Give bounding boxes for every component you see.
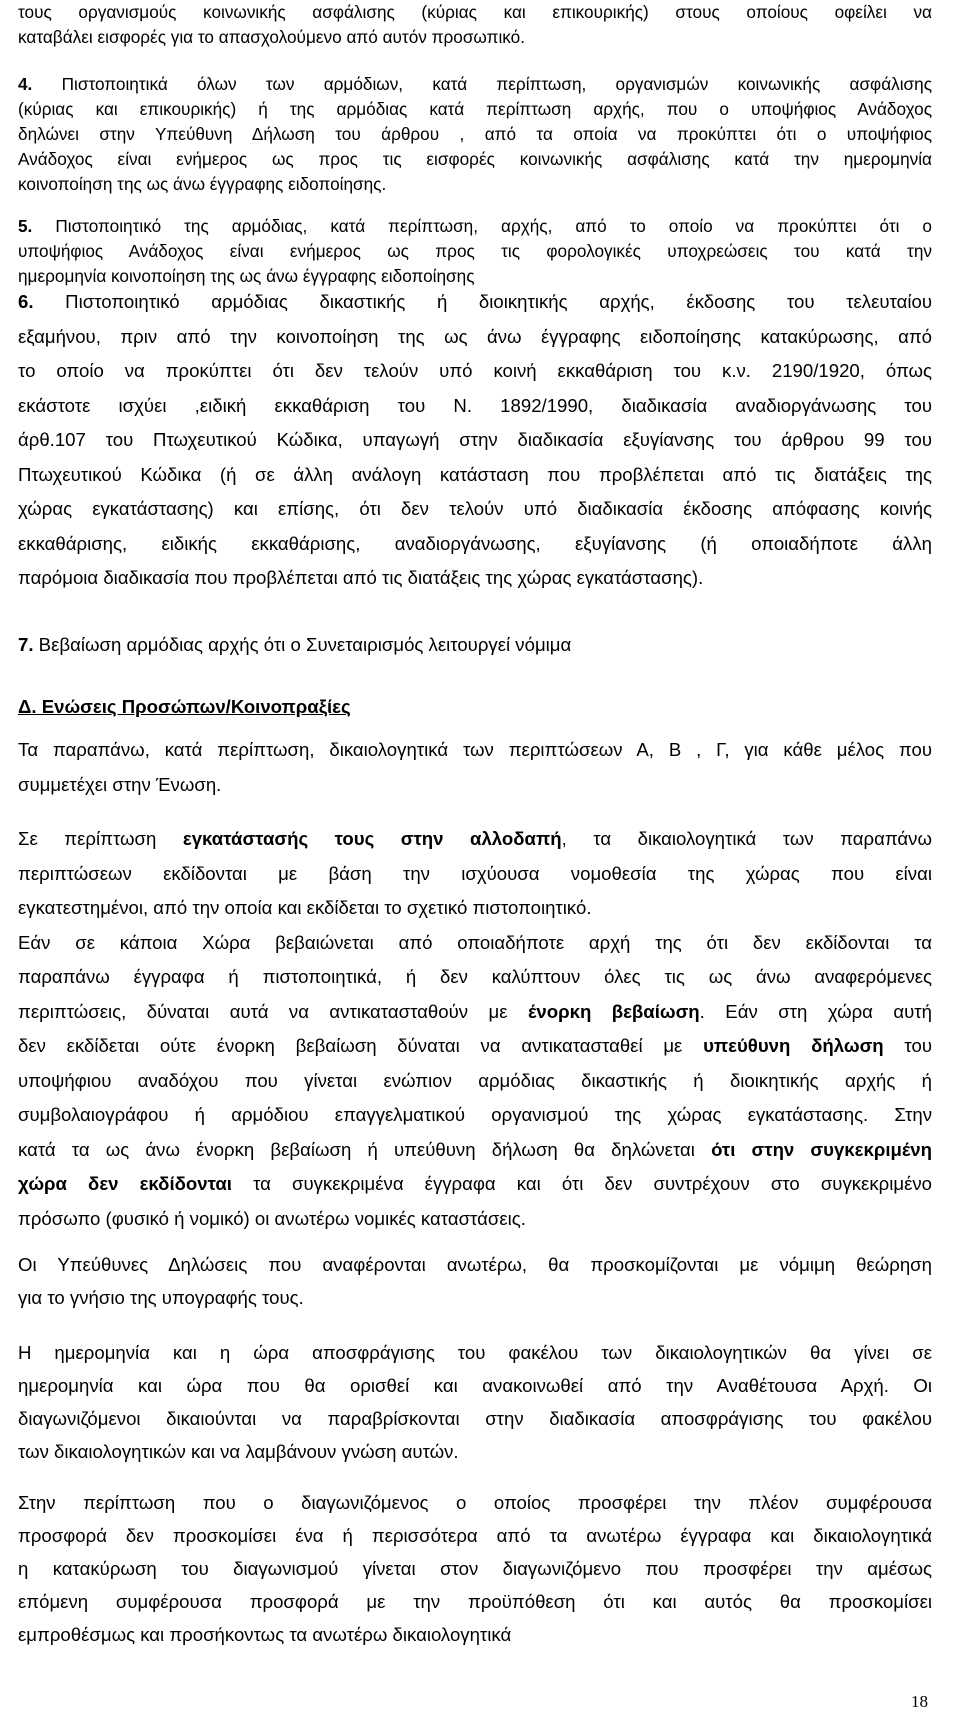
item-7-paragraph — [18, 628, 932, 663]
text-line: (κύριας και επικουρικής) ή της αρμόδιας κατά περίπτωση αρχής, που ο υποψήφιος Ανάδοχος — [18, 99, 932, 119]
date-paragraph — [18, 1336, 932, 1468]
text-line: ημερομηνία και ώρα που θα ορισθεί και ανακοινωθεί από την Αναθέτουσα Αρχή. Οι — [18, 1375, 932, 1396]
text-run: , τα δικαιολογητικά των παραπάνω — [561, 828, 932, 849]
abroad-paragraph — [18, 822, 932, 1236]
text-line: εξαμήνου, πριν από την κοινοποίηση της ως άνω έγγραφης ειδοποίησης κατακύρωσης, από — [18, 325, 932, 347]
text-run: κατά τα ως άνω ένορκη βεβαίωση ή υπεύθυνη δήλωση θα δηλώνεται — [18, 1138, 712, 1160]
text-line: των δικαιολογητικών και να λαμβάνουν γνώση αυτών. — [18, 1441, 459, 1462]
item-number: 7. — [18, 634, 34, 655]
text-line: Η ημερομηνία και η ώρα αποσφράγισης του φακέλου των δικαιολογητικών θα γίνει σε — [18, 1342, 932, 1363]
text-line: εκάστοτε ισχύει ,ειδική εκκαθάριση του Ν. 1892/1990, διαδικασία αναδιοργάνωσης του — [18, 394, 932, 416]
text-line: το οποίο να προκύπτει ότι δεν τελούν υπό κοινή εκκαθάριση του κ.ν. 2190/1920, όπως — [18, 360, 932, 381]
text-line: ημερομηνία κοινοποίηση της ως άνω έγγραφης ειδοποίησης — [18, 266, 475, 286]
text-line: υποψήφιος Ανάδοχος είναι ενήμερος ως προς τις φορολογικές υποχρεώσεις του κατά την — [18, 241, 932, 261]
text-line: για το γνήσιο της υπογραφής τους. — [18, 1287, 304, 1308]
item-6-paragraph — [18, 285, 932, 596]
text-line: Βεβαίωση αρμόδιας αρχής ότι ο Συνεταιρισμός λειτουργεί νόμιμα — [33, 634, 572, 655]
section-heading — [18, 690, 932, 725]
text-line: καταβάλει εισφορές για το απασχολούμενο από αυτόν προσωπικό. — [18, 27, 525, 47]
text-line: υποψήφιου αναδόχου που γίνεται ενώπιον αρμόδιας δικαστικής ή διοικητικής αρχής ή — [18, 1069, 932, 1091]
text-line: τους οργανισμούς κοινωνικής ασφάλισης (κύριας και επικουρικής) στους οποίους οφείλει να — [18, 2, 932, 22]
bold-text: υπεύθυνη δήλωση — [703, 1035, 884, 1056]
text-run: δεν εκδίδεται ούτε ένορκη βεβαίωση δύναται να αντικατασταθεί με — [18, 1035, 704, 1056]
text-line: η κατακύρωση του διαγωνισμού γίνεται στον διαγωνιζόμενο που προσφέρει την αμέσως — [18, 1558, 932, 1579]
text-line: περιπτώσεων εκδίδονται με βάση την ισχύουσα νομοθεσία της χώρας που είναι — [18, 862, 932, 884]
item-4-paragraph — [18, 72, 932, 197]
bold-text: ότι στην συγκεκριμένη — [711, 1138, 932, 1160]
item-number: 5. — [18, 216, 33, 236]
page-number: 18 — [911, 1692, 928, 1711]
text-line: κοινοποίηση της ως άνω έγγραφης ειδοποίησης. — [18, 174, 387, 194]
bold-text: εγκατάστασής τους στην αλλοδαπή — [182, 828, 562, 849]
item-number: 6. — [18, 291, 34, 312]
text-line: προσφορά δεν προσκομίσει ένα ή περισσότερα από τα ανωτέρω έγγραφα και δικαιολογητικά — [18, 1525, 932, 1546]
item-5-paragraph — [18, 214, 932, 289]
text-line: συμβολαιογράφου ή αρμόδιου επαγγελματικού οργανισμού της χώρας εγκατάστασης. Στην — [18, 1104, 932, 1125]
text-run: του — [883, 1035, 932, 1056]
unions-paragraph — [18, 733, 932, 802]
intro-paragraph — [18, 0, 932, 50]
text-line: Πιστοποιητικό της αρμόδιας, κατά περίπτωση, αρχής, από το οποίο να προκύπτει ότι ο — [32, 216, 932, 236]
text-line: Πτωχευτικού Κώδικα (ή σε άλλη ανάλογη κατάσταση που προβλέπεται από τις διατάξεις της — [18, 463, 932, 485]
text-line: συμμετέχει στην Ένωση. — [18, 773, 222, 795]
text-line: Πιστοποιητικά όλων των αρμόδιων, κατά περίπτωση, οργανισμών κοινωνικής ασφάλισης — [32, 74, 932, 94]
text-line: Στην περίπτωση που ο διαγωνιζόμενος ο οποίος προσφέρει την πλέον συμφέρουσα — [18, 1492, 932, 1513]
text-line: Εάν σε κάποια Χώρα βεβαιώνεται από οποιαδήποτε αρχή της ότι δεν εκδίδονται τα — [18, 931, 932, 953]
text-line: εκκαθάρισης, ειδικής εκκαθάρισης, αναδιοργάνωσης, εξυγίανσης (ή οποιαδήποτε άλλη — [18, 532, 932, 554]
text-run: περιπτώσεις, δύναται αυτά να αντικατασταθούν με — [18, 1000, 528, 1022]
text-line: παραπάνω έγγραφα ή πιστοποιητικά, ή δεν καλύπτουν όλες τις ως άνω αναφερόμενες — [18, 966, 932, 987]
text-line: Οι Υπεύθυνες Δηλώσεις που αναφέρονται ανωτέρω, θα προσκομίζονται με νόμιμη θεώρηση — [18, 1254, 932, 1275]
item-number: 4. — [18, 74, 33, 94]
text-line: εμπροθέσμως και προσήκοντως τα ανωτέρω δικαιολογητικά — [18, 1624, 512, 1645]
text-line: χώρας εγκατάστασης) και επίσης, ότι δεν τελούν υπό διαδικασία έκδοσης απόφασης κοινής — [18, 498, 932, 519]
text-line: Ανάδοχος είναι ενήμερος ως προς τις εισφορές κοινωνικής ασφάλισης κατά την ημερομηνία — [18, 149, 932, 169]
text-run: τα συγκεκριμένα έγγραφα και ότι δεν συντρέχουν στο συγκεκριμένο — [231, 1173, 932, 1194]
text-run: . Εάν στη χώρα αυτή — [699, 1000, 932, 1022]
bold-text: ένορκη βεβαίωση — [527, 1000, 700, 1022]
heading-text: Δ. Ενώσεις Προσώπων/Κοινοπραξίες — [18, 696, 351, 717]
text-line: παρόμοια διαδικασία που προβλέπεται από τις διατάξεις της χώρας εγκατάστασης). — [18, 567, 704, 588]
bold-text: χώρα δεν εκδίδονται — [18, 1173, 232, 1194]
text-line: άρθ.107 του Πτωχευτικού Κώδικα, υπαγωγή στην διαδικασία εξυγίανσης του άρθρου 99 του — [18, 429, 932, 450]
text-line: επόμενη συμφέρουσα προσφορά με την προϋπόθεση ότι και αυτός θα προσκομίσει — [18, 1591, 932, 1612]
text-line: δηλώνει στην Υπεύθυνη Δήλωση του άρθρου , από τα οποία να προκύπτει ότι ο υποψήφιος — [18, 124, 932, 144]
text-line: πρόσωπο (φυσικό ή νομικό) οι ανωτέρω νομικές καταστάσεις. — [18, 1207, 526, 1229]
text-line: εγκατεστημένοι, από την οποία και εκδίδεται το σχετικό πιστοποιητικό. — [18, 897, 592, 918]
text-line: Πιστοποιητικό αρμόδιας δικαστικής ή διοικητικής αρχής, έκδοσης του τελευταίου — [33, 291, 932, 312]
final-paragraph — [18, 1486, 932, 1651]
text-line: διαγωνιζόμενοι δικαιούνται να παραβρίσκονται στην διαδικασία αποσφράγισης του φακέλου — [18, 1408, 932, 1429]
legal-paragraph — [18, 1248, 932, 1314]
text-run: Σε περίπτωση — [18, 828, 183, 849]
text-line: Τα παραπάνω, κατά περίπτωση, δικαιολογητικά των περιπτώσεων Α, Β , Γ, για κάθε μέλος που — [18, 739, 932, 760]
